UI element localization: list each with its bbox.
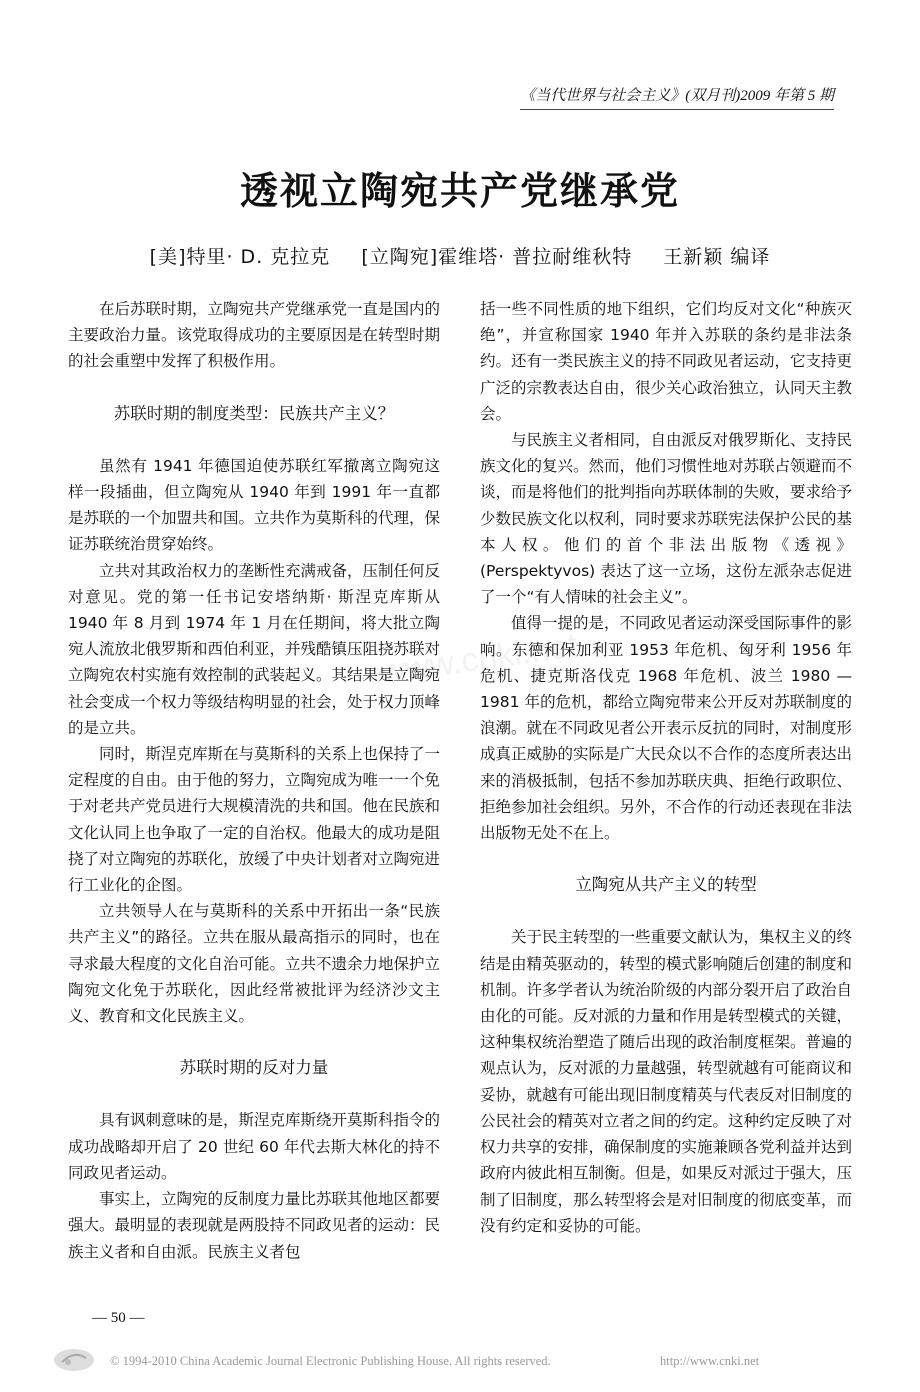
page-number: — 50 — (92, 1310, 145, 1326)
body-paragraph: 立共领导人在与莫斯科的关系中开拓出一条“民族共产主义”的路径。立共在服从最高指示的同时，也在寻求最大程度的文化自治可能。立共不遗余力地保护立陶宛文化免于苏联化，因此经常被批评为经济沙文主义、教育和文化民族主义。 (68, 902, 441, 1026)
left-column (68, 296, 440, 1265)
author-1: [美]特里· D. 克拉克 (149, 246, 331, 268)
section-heading-1: 苏联时期的制度类型：民族共产主义？ (113, 403, 395, 423)
body-paragraph: 与民族主义者相同，自由派反对俄罗斯化、支持民族文化的复兴。然而，他们习惯性地对苏联占领避而不谈，而是将他们的批判指向苏联体制的失败，要求给予少数民族文化以权利，同时要求苏联宪法保护公民的基本人权。他们的首个非法出版物《透视》(Perspektyvos) 表达了这一立场，这份左派杂志促进了一个“有人情味的社会主义”。 (480, 431, 853, 607)
body-paragraph: 虽然有 1941 年德国迫使苏联红军撤离立陶宛这样一段插曲，但立陶宛从 1940 年到 1991 年一直都是苏联的一个加盟共和国。立共作为莫斯科的代理，保证苏联统治贯穿始终。 (68, 456, 441, 554)
body-paragraph: 值得一提的是，不同政见者运动深受国际事件的影响。东德和保加利亚 1953 年危机、匈牙利 1956 年危机、捷克斯洛伐克 1968 年危机、波兰 1980 —1981 年的危机，都给立陶宛带来公开反对苏联制度的浪潮。就在不同政见者公开表示反抗的同时，对制度形成真正威胁的实际是广大民众以不合作的态度所表达出来的消极抵制，包括不参加苏联庆典、拒绝行政职位、拒绝参加社会组织。另外，不合作的行动还表现在非法出版物无处不在上。 (480, 614, 853, 843)
abstract-paragraph: 在后苏联时期，立陶宛共产党继承党一直是国内的主要政治力量。该党取得成功的主要原因是在转型时期的社会重塑中发挥了积极作用。 (68, 300, 441, 371)
body-paragraph: 具有讽刺意味的是，斯涅克库斯绕开莫斯科指令的成功战略却开启了 20 世纪 60 年代去斯大林化的持不同政见者运动。 (68, 1111, 441, 1182)
right-column (480, 296, 852, 1239)
body-paragraph: 关于民主转型的一些重要文献认为，集权主义的终结是由精英驱动的，转型的模式影响随后创建的制度和机制。许多学者认为统治阶级的内部分裂开启了政治自由化的可能。反对派的力量和作用是转型模式的关键，这种集权统治塑造了随后出现的政治制度框架。普遍的观点认为，反对派的力量越强，转型就越有可能商议和妥协，就越有可能出现旧制度精英与代表反对旧制度的公民社会的精英对立者之间的约定。这种约定反映了对权力共享的安排，确保制度的实施兼顾各党利益并达到政府内彼此相互制衡。但是，如果反对派过于强大，压制了旧制度，那么转型将会是对旧制度的彻底变革，而没有约定和妥协的可能。 (480, 928, 853, 1235)
section-heading-3: 立陶宛从共产主义的转型 (575, 875, 757, 895)
cnki-logo-icon (52, 1346, 96, 1374)
watermark: www.cnki.net (378, 626, 581, 692)
body-paragraph: 立共对其政治权力的垄断性充满戒备，压制任何反对意见。党的第一任书记安塔纳斯· 斯涅克库斯从 1940 年 8 月到 1974 年 1 月在任期间，将大批立陶宛人流放北俄罗斯和西伯利亚，并残酷镇压阻挠苏联对立陶宛农村实施有效控制的武装起义。其结果是立陶宛社会变成一个权力等级结构明显的社会，处于权力顶峰的是立共。 (68, 561, 441, 737)
author-2: [立陶宛]霍维塔· 普拉耐维秋特 (361, 246, 633, 268)
body-paragraph: 事实上，立陶宛的反制度力量比苏联其他地区都要强大。最明显的表现就是两股持不同政见者的运动：民族主义者和自由派。民族主义者包 (68, 1190, 441, 1261)
journal-header: 《当代世界与社会主义》(双月刊)2009 年第 5 期 (520, 84, 834, 110)
article-title: 透视立陶宛共产党继承党 (239, 169, 680, 213)
footer (0, 1352, 920, 1376)
copyright-text: © 1994-2010 China Academic Journal Electronic Publishing House. All rights reserved. (110, 1354, 551, 1368)
author-line (0, 242, 920, 269)
body-paragraph: 同时，斯涅克库斯在与莫斯科的关系上也保持了一定程度的自由。由于他的努力，立陶宛成为唯一一个免于对老共产党员进行大规模清洗的共和国。他在民族和文化认同上也争取了一定的自治权。他最大的成功是阻挠了对立陶宛的苏联化，放缓了中央计划者对立陶宛进行工业化的企图。 (68, 745, 441, 895)
footer-link[interactable]: http://www.cnki.net (660, 1354, 760, 1368)
section-heading-2: 苏联时期的反对力量 (179, 1058, 329, 1078)
translator: 王新颖 编译 (663, 246, 771, 268)
continued-paragraph: 括一些不同性质的地下组织，它们均反对文化“种族灭绝”，并宣称国家 1940 年并入苏联的条约是非法条约。还有一类民族主义的持不同政见者运动，它支持更广泛的宗教表达自由，很少关心政治独立，认同天主教会。 (480, 300, 853, 423)
